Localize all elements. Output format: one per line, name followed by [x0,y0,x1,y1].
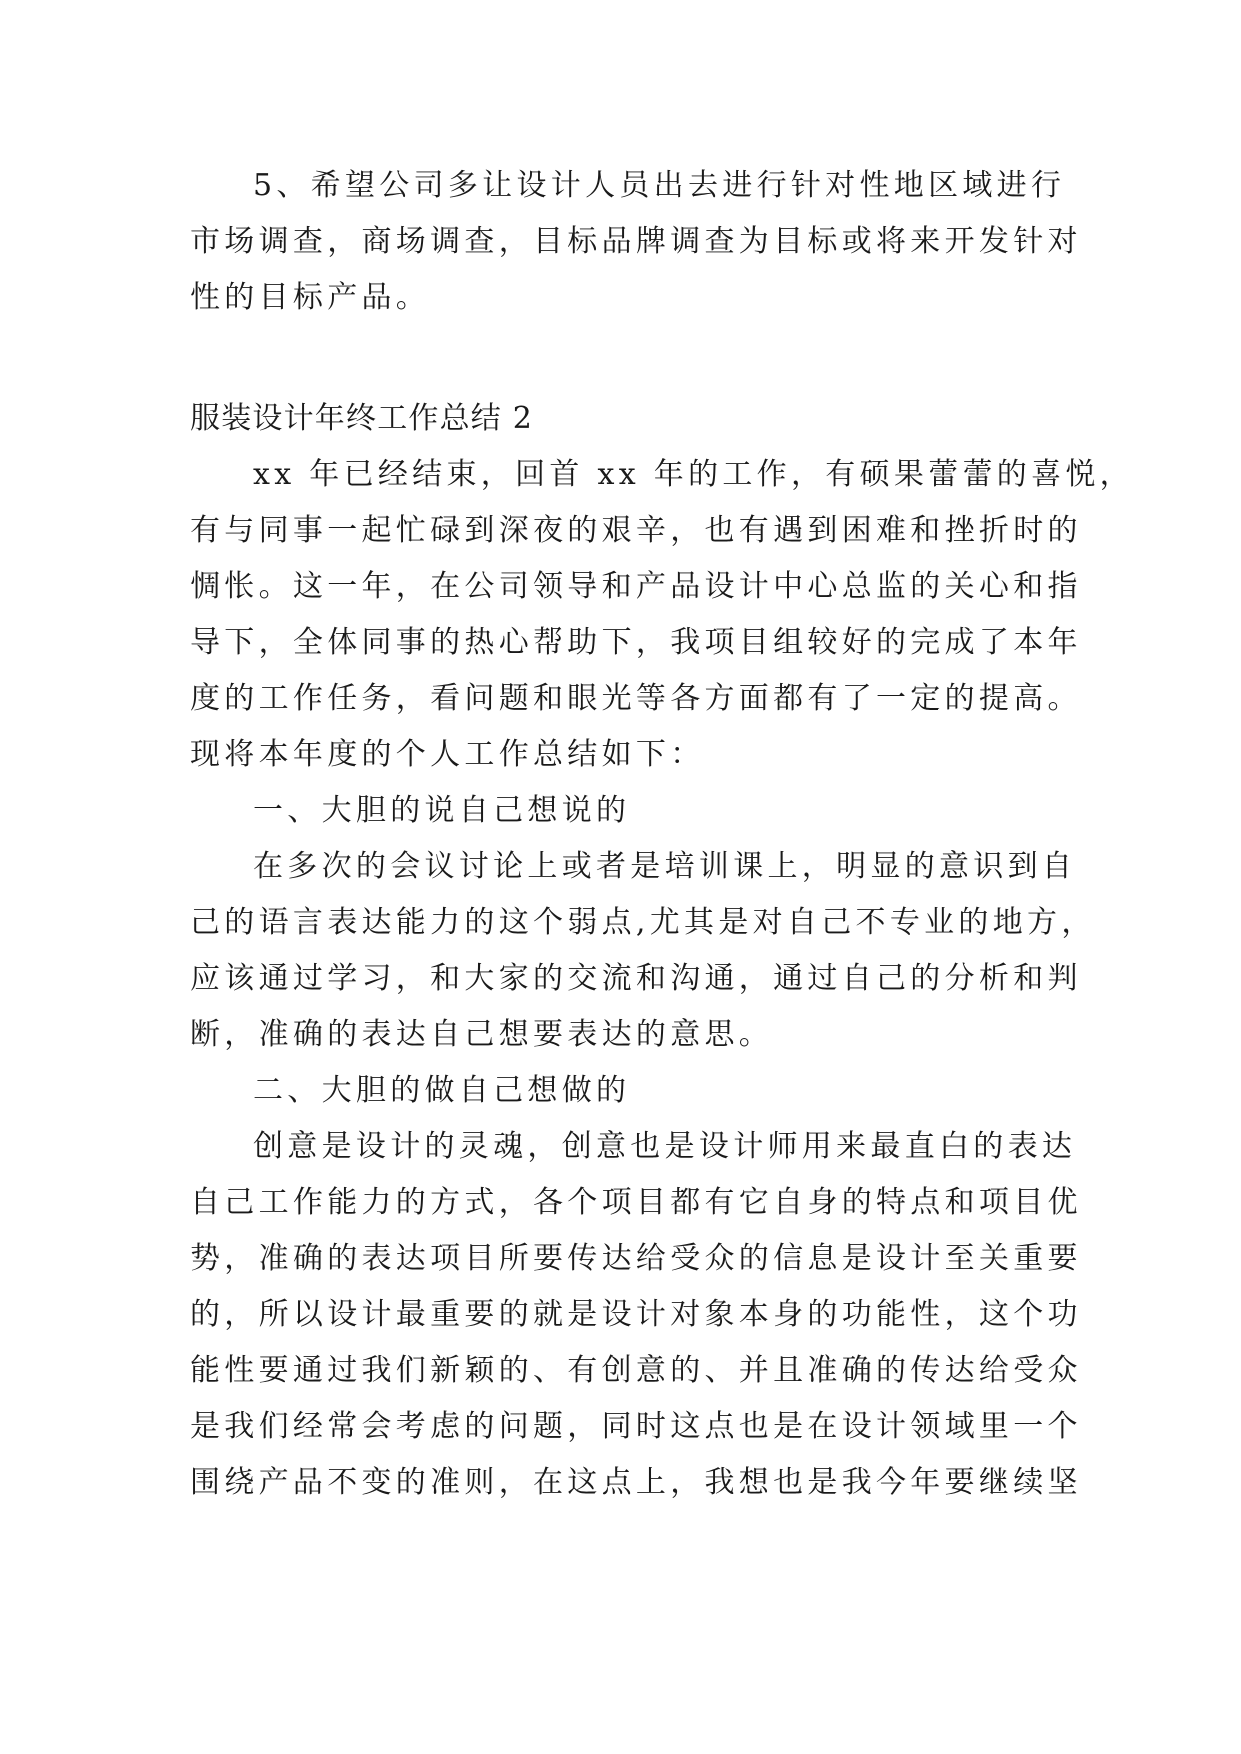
paragraph-line: 断，准确的表达自己想要表达的意思。 [190,1017,774,1052]
subheading: 一、大胆的说自己想说的 [253,793,631,828]
section-title: 服装设计年终工作总结 2 [190,401,534,436]
paragraph-line: 能性要通过我们新颖的、有创意的、并且准确的传达给受众 [190,1353,1082,1388]
paragraph-line: 惆怅。这一年，在公司领导和产品设计中心总监的关心和指 [190,569,1082,604]
paragraph-line: 有与同事一起忙碌到深夜的艰辛，也有遇到困难和挫折时的 [190,513,1082,548]
paragraph-line: 应该通过学习，和大家的交流和沟通，通过自己的分析和判 [190,961,1082,996]
paragraph-line: 创意是设计的灵魂，创意也是设计师用来最直白的表达 [253,1129,1077,1164]
paragraph-line: 围绕产品不变的准则，在这点上，我想也是我今年要继续坚 [190,1465,1082,1500]
paragraph-line: 5、希望公司多让设计人员出去进行针对性地区域进行 [253,168,1066,203]
paragraph-line: 在多次的会议讨论上或者是培训课上，明显的意识到自 [253,849,1077,884]
paragraph-line: 自己工作能力的方式，各个项目都有它自身的特点和项目优 [190,1185,1082,1220]
paragraph-line: 现将本年度的个人工作总结如下： [190,737,705,772]
paragraph-line: 己的语言表达能力的这个弱点,尤其是对自己不专业的地方， [190,905,1096,940]
paragraph-line: 是我们经常会考虑的问题，同时这点也是在设计领域里一个 [190,1409,1082,1444]
paragraph-line: 性的目标产品。 [190,280,431,315]
paragraph-line: xx 年已经结束，回首 xx 年的工作，有硕果蕾蕾的喜悦， [253,457,1134,492]
subheading: 二、大胆的做自己想做的 [253,1073,631,1108]
paragraph-line: 导下，全体同事的热心帮助下，我项目组较好的完成了本年 [190,625,1082,660]
paragraph-line: 势，准确的表达项目所要传达给受众的信息是设计至关重要 [190,1241,1082,1276]
paragraph-line: 的，所以设计最重要的就是设计对象本身的功能性，这个功 [190,1297,1082,1332]
paragraph-line: 度的工作任务，看问题和眼光等各方面都有了一定的提高。 [190,681,1082,716]
paragraph-line: 市场调查，商场调查，目标品牌调查为目标或将来开发针对 [190,224,1082,259]
